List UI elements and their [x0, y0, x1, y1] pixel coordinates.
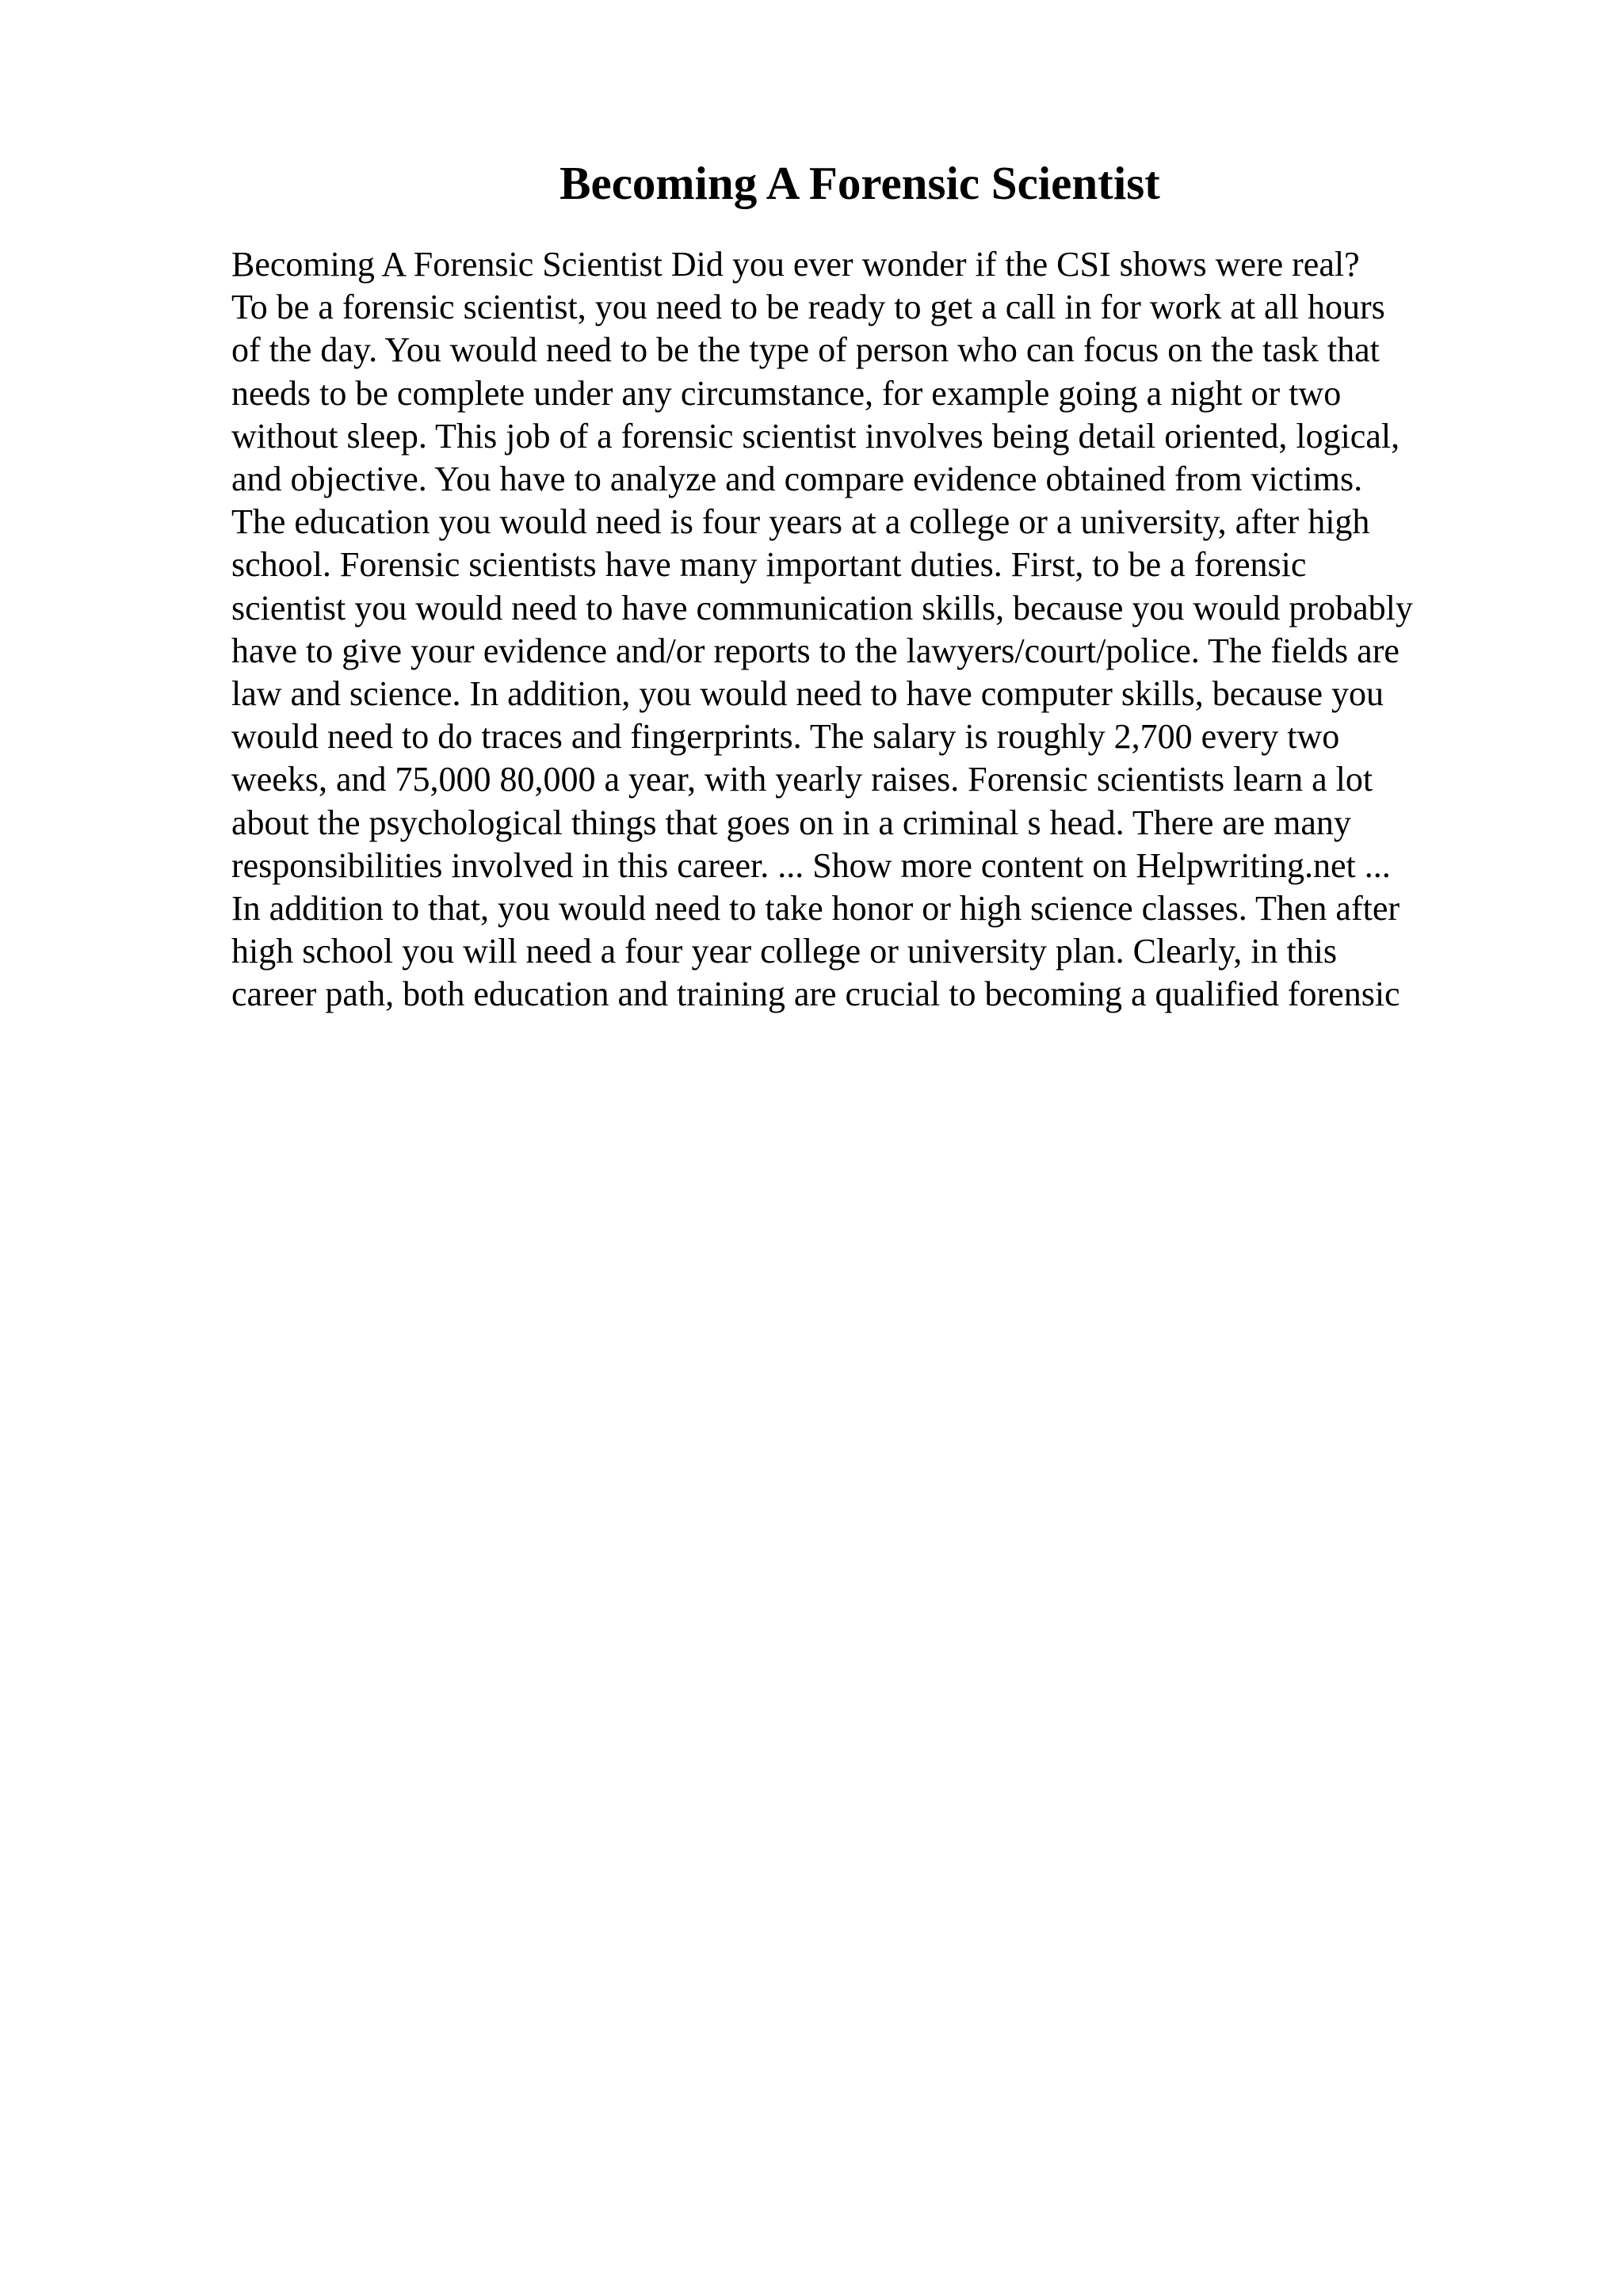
text-line: In addition to that, you would need to take honor or high science classes. Then after: [231, 889, 1400, 929]
text-line: responsibilities involved in this career. ... Show more content on Helpwriting.net ...: [231, 845, 1391, 885]
page-title: Becoming A Forensic Scientist: [559, 157, 1160, 209]
text-line: needs to be complete under any circumstance, for example going a night or two: [231, 373, 1342, 413]
text-line: The education you would need is four years at a college or a university, after high: [231, 502, 1370, 542]
text-line: law and science. In addition, you would need to have computer skills, because you: [231, 674, 1384, 714]
text-line: and objective. You have to analyze and compare evidence obtained from victims.: [231, 460, 1363, 499]
text-line: weeks, and 75,000 80,000 a year, with yearly raises. Forensic scientists learn a lot: [231, 760, 1373, 799]
text-line: career path, both education and training are crucial to becoming a qualified forensic: [231, 974, 1400, 1014]
text-line: without sleep. This job of a forensic scientist involves being detail oriented, logical,: [231, 416, 1400, 456]
text-line: have to give your evidence and/or reports to the lawyers/court/police. The fields are: [231, 631, 1400, 670]
text-line: would need to do traces and fingerprints. The salary is roughly 2,700 every two: [231, 717, 1340, 757]
text-line: school. Forensic scientists have many important duties. First, to be a forensic: [231, 545, 1307, 585]
text-line: high school you will need a four year college or university plan. Clearly, in this: [231, 932, 1338, 971]
body-paragraph: [231, 243, 1499, 1016]
text-line: about the psychological things that goes on in a criminal s head. There are many: [231, 803, 1351, 842]
text-line: Becoming A Forensic Scientist Did you ever wonder if the CSI shows were real?: [231, 245, 1360, 284]
text-line: of the day. You would need to be the type of person who can focus on the task that: [231, 330, 1380, 370]
text-line: scientist you would need to have communication skills, because you would probably: [231, 588, 1413, 627]
text-line: To be a forensic scientist, you need to be ready to get a call in for work at all hours: [231, 288, 1385, 327]
